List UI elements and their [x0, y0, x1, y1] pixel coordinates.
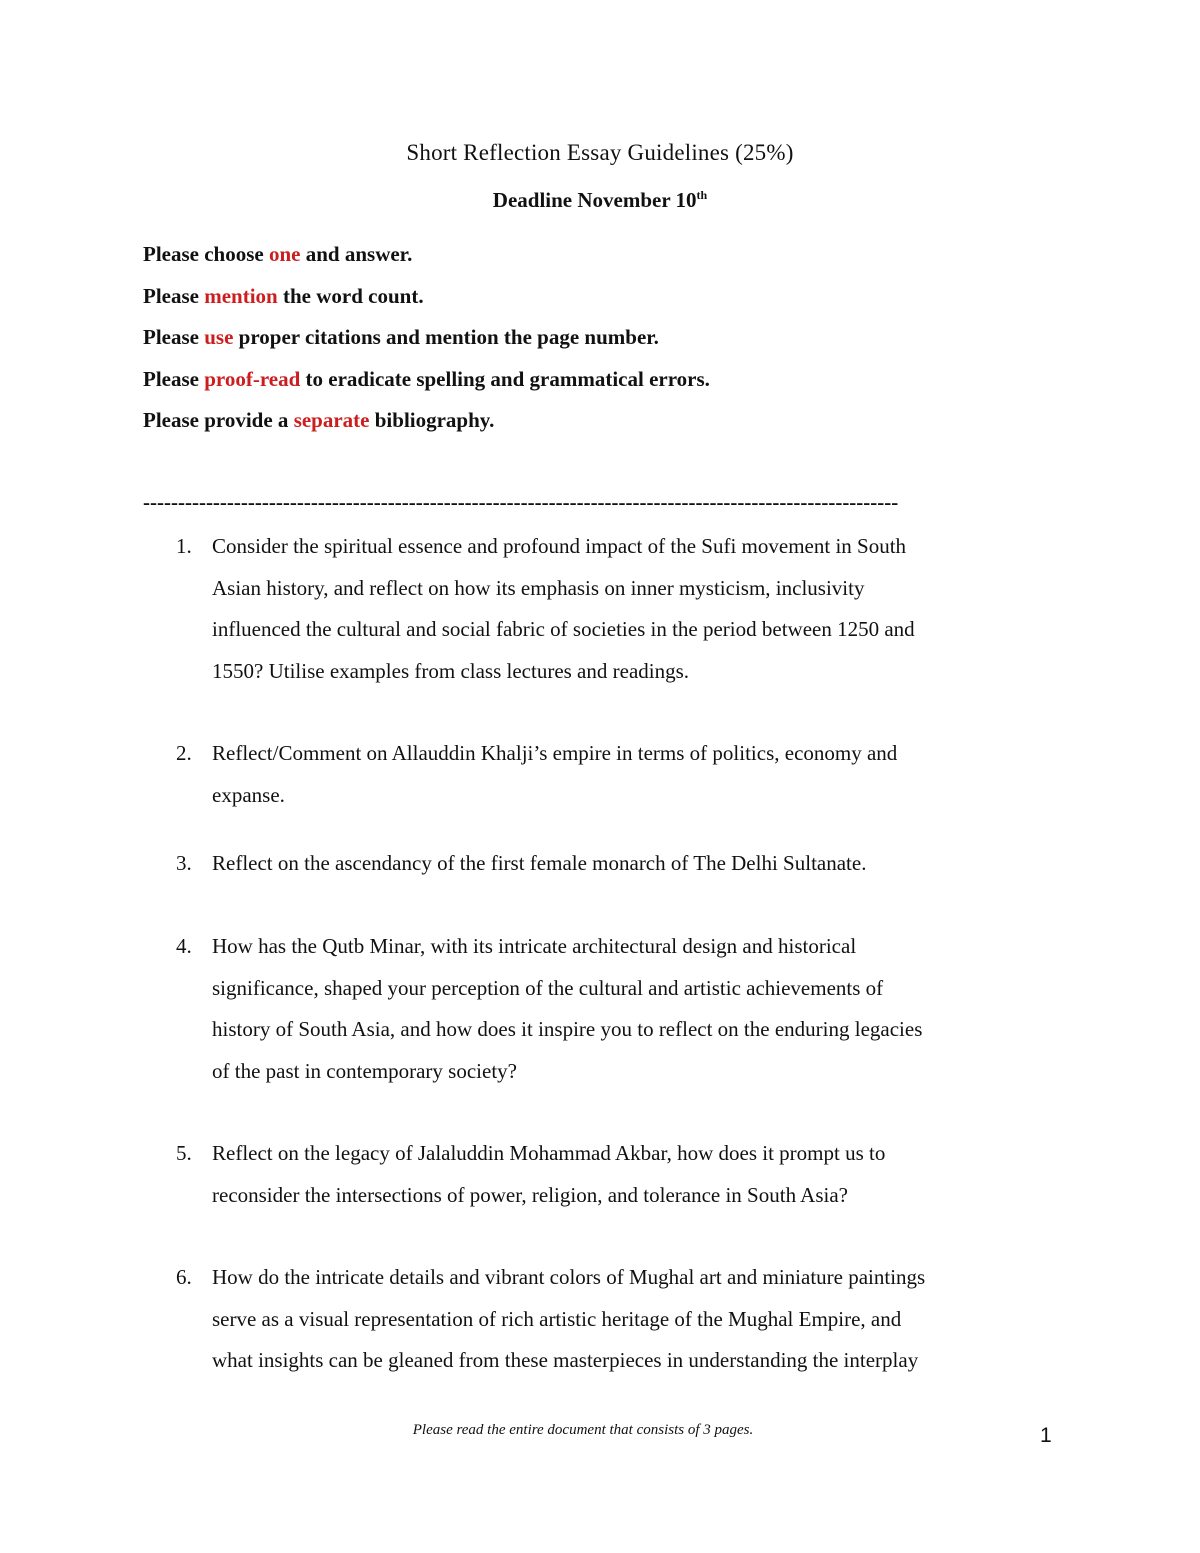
- instruction-line: [143, 408, 1103, 450]
- question-line: How has the Qutb Minar, with its intricate architectural design and historical: [212, 934, 857, 958]
- question-line: reconsider the intersections of power, religion, and tolerance in South Asia?: [212, 1182, 848, 1207]
- question-line: Consider the spiritual essence and profound impact of the Sufi movement in South: [212, 534, 907, 558]
- instruction-text: Please: [143, 366, 205, 391]
- question-line: Reflect/Comment on Allauddin Khalji’s empire in terms of politics, economy and: [212, 741, 898, 765]
- instruction-line: [143, 284, 1103, 326]
- question-line: expanse.: [212, 782, 285, 807]
- question-line: serve as a visual representation of rich artistic heritage of the Mughal Empire, and: [212, 1306, 902, 1331]
- question-number: 2.: [176, 741, 192, 765]
- instruction-line: [143, 242, 1103, 284]
- question-line: influenced the cultural and social fabric of societies in the period between 1250 and: [212, 617, 915, 641]
- question-text: [212, 526, 1058, 692]
- question-line: history of South Asia, and how does it inspire you to reflect on the enduring legacies: [212, 1017, 923, 1041]
- section-divider: ------------------------------------------------------------------------------------------------------------: [143, 490, 899, 514]
- instruction-highlight: use: [204, 325, 234, 349]
- instruction-text: Please: [143, 325, 205, 349]
- instruction-text: Please provide a: [143, 408, 294, 432]
- instructions-list: [143, 242, 1103, 450]
- instruction-text: proper citations and mention the page number.: [233, 325, 659, 349]
- page-number: 1: [1040, 1424, 1052, 1447]
- question-number: 3.: [176, 851, 192, 875]
- question-line: Reflect on the ascendancy of the first female monarch of The Delhi Sultanate.: [212, 851, 867, 875]
- instruction-text: Please choose: [143, 242, 269, 266]
- question-text: [212, 843, 1058, 885]
- question-number: 1.: [176, 534, 192, 558]
- page-footer: Please read the entire document that consists of 3 pages.: [412, 1422, 754, 1438]
- question-line: Asian history, and reflect on how its emphasis on inner mysticism, inclusivity: [212, 575, 865, 600]
- instruction-highlight: separate: [293, 408, 370, 432]
- instruction-highlight: proof-read: [204, 366, 301, 391]
- question-line: How do the intricate details and vibrant colors of Mughal art and miniature paintings: [212, 1265, 926, 1289]
- question-line: significance, shaped your perception of the cultural and artistic achievements of: [212, 975, 884, 1000]
- instruction-line: [143, 325, 1103, 367]
- question-line: 1550? Utilise examples from class lectures and readings.: [212, 658, 690, 683]
- instruction-text: and answer.: [300, 242, 413, 266]
- instruction-line: [143, 367, 1103, 409]
- instruction-text: bibliography.: [369, 408, 495, 432]
- document-title: Short Reflection Essay Guidelines (25%): [406, 140, 794, 165]
- instruction-text: the word count.: [277, 283, 424, 308]
- instruction-text: to eradicate spelling and grammatical errors.: [300, 366, 710, 391]
- question-text: [212, 1257, 1058, 1382]
- question-line: what insights can be gleaned from these masterpieces in understanding the interplay: [212, 1348, 919, 1372]
- question-number: 5.: [176, 1141, 192, 1165]
- question-text: [212, 926, 1058, 1092]
- deadline-text: Deadline November 10: [492, 188, 697, 212]
- instruction-text: Please: [143, 283, 205, 308]
- question-text: [212, 1133, 1058, 1216]
- question-line: of the past in contemporary society?: [212, 1058, 517, 1083]
- question-number: 6.: [176, 1265, 192, 1289]
- question-text: [212, 733, 1058, 816]
- deadline-suffix: th: [696, 188, 708, 202]
- question-number: 4.: [176, 934, 192, 958]
- question-line: Reflect on the legacy of Jalaluddin Mohammad Akbar, how does it prompt us to: [212, 1141, 886, 1165]
- instruction-highlight: mention: [204, 283, 278, 308]
- instruction-highlight: one: [268, 242, 301, 266]
- deadline-heading: [0, 188, 1200, 213]
